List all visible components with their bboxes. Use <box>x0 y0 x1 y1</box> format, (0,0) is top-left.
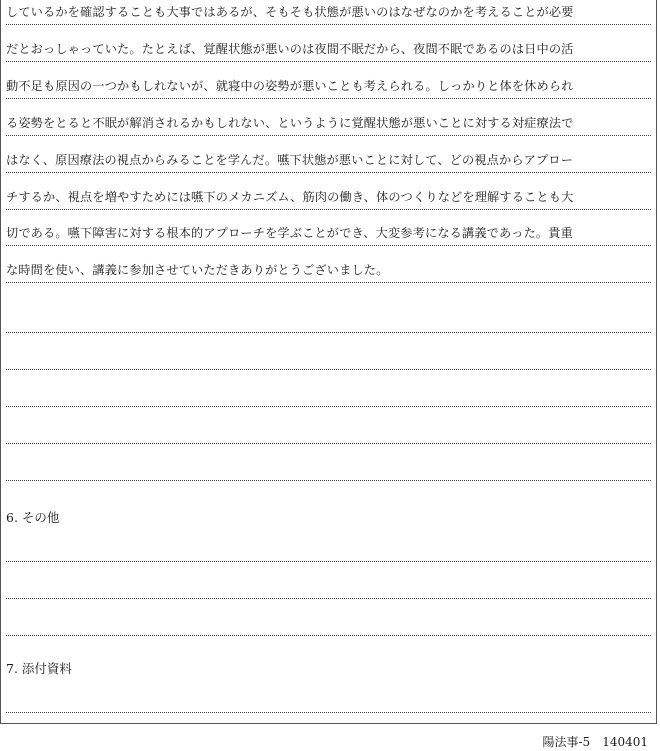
ruled-line <box>6 443 651 444</box>
body-line: 切である。嚥下障害に対する根本的アプローチを学ぶことができ、大変参考になる講義であった。貴重 <box>6 222 651 246</box>
ruled-line <box>6 480 651 481</box>
body-line: る姿勢をとると不眠が解消されるかもしれない、というように覚醒状態が悪いことに対する対症療法で <box>6 112 651 136</box>
footer <box>542 734 648 750</box>
body-line: だとおっしゃっていた。たとえば、覚醒状態が悪いのは夜間不眠だから、夜間不眠であるのは日中の活 <box>6 38 651 62</box>
ruled-line <box>6 712 651 713</box>
body-line: チするか、視点を増やすためには嚥下のメカニズム、筋肉の働き、体のつくりなどを理解することも大 <box>6 186 651 210</box>
body-line: しているかを確認することも大事ではあるが、そもそも状態が悪いのはなぜなのかを考えることが必要 <box>6 1 651 25</box>
form-code: 140401 <box>602 735 648 749</box>
section-heading-other: 6. その他 <box>6 510 60 525</box>
section-heading-attachments: 7. 添付資料 <box>6 661 72 676</box>
body-line: な時間を使い、講義に参加させていただきありがとうございました。 <box>6 259 651 283</box>
ruled-line <box>6 561 651 562</box>
body-line: はなく、原因療法の視点からみることを学んだ。嚥下状態が悪いことに対して、どの視点からアプロー <box>6 149 651 173</box>
form-id: 陽法事-5 <box>542 735 591 749</box>
ruled-line <box>6 332 651 333</box>
ruled-line <box>6 635 651 636</box>
ruled-line <box>6 406 651 407</box>
ruled-line <box>6 598 651 599</box>
ruled-line <box>6 369 651 370</box>
body-line: 動不足も原因の一つかもしれないが、就寝中の姿勢が悪いことも考えられる。しっかりと体を休められ <box>6 75 651 99</box>
